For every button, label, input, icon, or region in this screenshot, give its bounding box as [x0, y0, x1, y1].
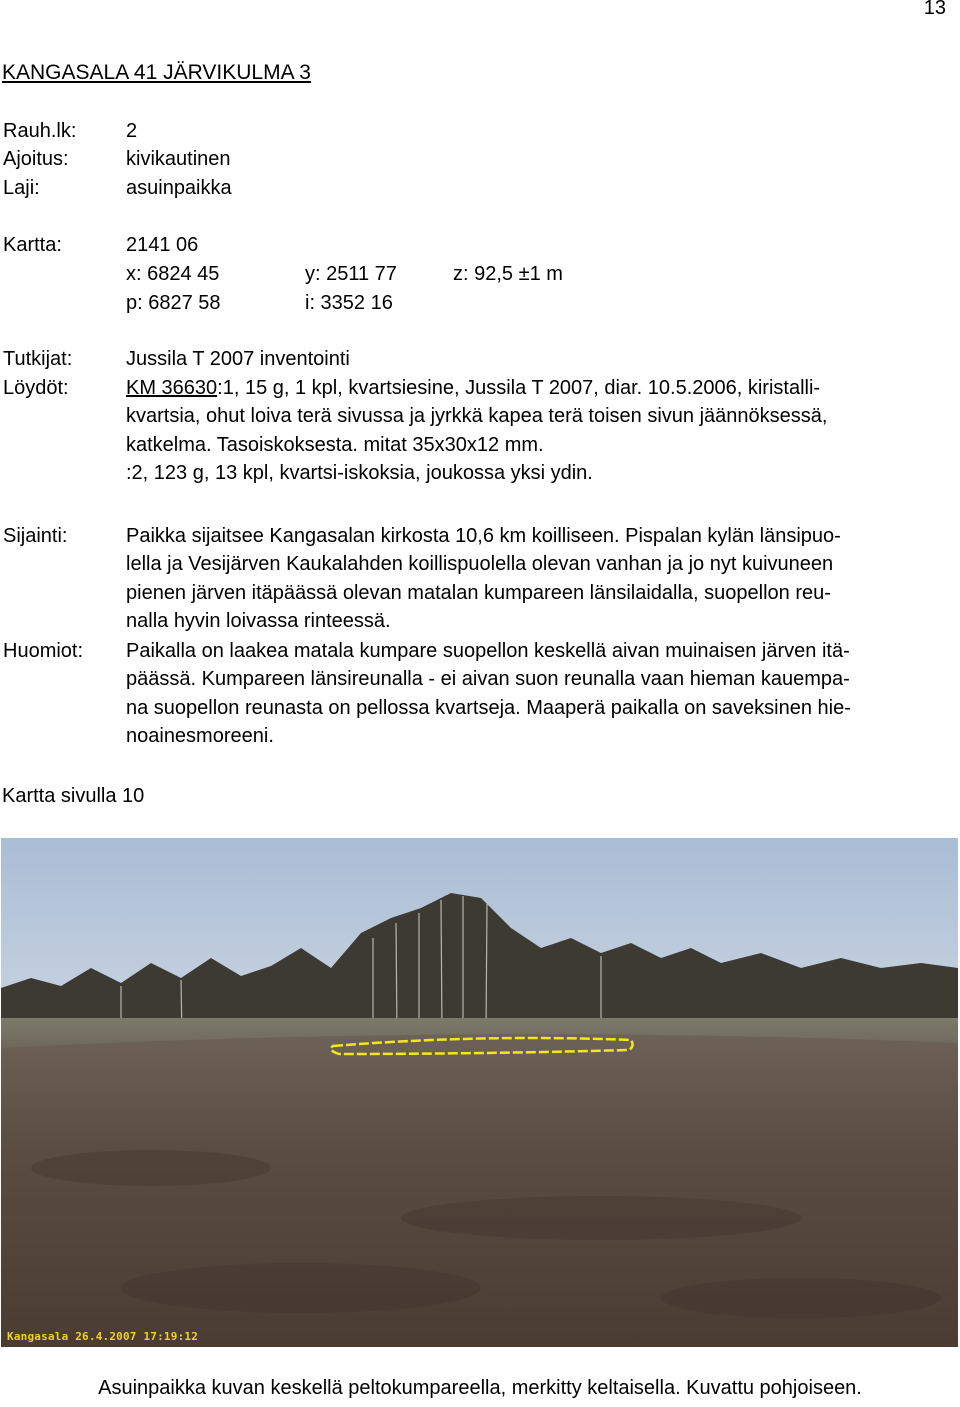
sijainti-line: nalla hyvin loivassa rinteessä.	[126, 610, 391, 633]
photo-caption: Asuinpaikka kuvan keskellä peltokumpareella, merkitty keltaisella. Kuvattu pohjoiseen.	[98, 1377, 862, 1399]
huomiot-line: Paikalla on laakea matala kumpare suopellon keskellä aivan muinaisen järven itä-	[126, 640, 850, 662]
sijainti-line: lella ja Vesijärven Kaukalahden koillispuolella olevan vanhan ja jo nyt kuivuneen	[126, 553, 834, 576]
sijainti-line: Paikka sijaitsee Kangasalan kirkosta 10,6 km koilliseen. Pispalan kylän länsipuo-	[126, 525, 841, 547]
photo-timestamp: Kangasala 26.4.2007 17:19:12	[7, 1330, 199, 1343]
loydot-line: kvartsia, ohut loiva terä sivussa ja jyrkkä kapea terä toisen sivun jäännöksessä,	[126, 405, 828, 428]
p-coordinate: p: 6827 58	[126, 292, 221, 314]
sijainti-line: pienen järven itäpäässä olevan matalan kumpareen länsilaidalla, suopellon reu-	[126, 581, 831, 604]
page-title: KANGASALA 41 JÄRVIKULMA 3	[2, 61, 311, 84]
landscape-image	[1, 838, 958, 1347]
rauh-label: Rauh.lk:	[3, 120, 77, 142]
x-coordinate: x: 6824 45	[126, 263, 220, 285]
laji-label: Laji:	[3, 177, 40, 199]
site-photo	[1, 838, 958, 1347]
kartta-value: 2141 06	[126, 234, 199, 256]
ajoitus-label: Ajoitus:	[3, 148, 69, 170]
huomiot-label: Huomiot:	[3, 640, 84, 662]
map-reference: Kartta sivulla 10	[2, 785, 145, 807]
loydot-line: KM 36630:1, 15 g, 1 kpl, kvartsiesine, Jussila T 2007, diar. 10.5.2006, kiristalli-	[126, 377, 821, 399]
kartta-label: Kartta:	[3, 234, 62, 256]
i-coordinate: i: 3352 16	[305, 292, 393, 314]
huomiot-line: na suopellon reunasta on pellossa kvartseja. Maaperä paikalla on saveksinen hie-	[126, 696, 851, 719]
sijainti-text	[126, 522, 931, 636]
ajoitus-value: kivikautinen	[126, 148, 231, 170]
loydot-text	[126, 374, 931, 488]
loydot-label: Löydöt:	[3, 377, 69, 399]
km-number: KM 36630	[126, 377, 218, 399]
sijainti-label: Sijainti:	[3, 525, 68, 547]
laji-value: asuinpaikka	[126, 177, 232, 199]
y-coordinate: y: 2511 77	[305, 263, 397, 285]
loydot-line: :2, 123 g, 13 kpl, kvartsi-iskoksia, joukossa yksi ydin.	[126, 462, 593, 485]
z-coordinate: z: 92,5 ±1 m	[453, 263, 563, 285]
page-number: 13	[923, 0, 946, 19]
tutkijat-label: Tutkijat:	[3, 348, 73, 370]
huomiot-line: noainesmoreeni.	[126, 725, 274, 748]
tutkijat-value: Jussila T 2007 inventointi	[126, 348, 350, 370]
loydot-line: katkelma. Tasoiskoksesta. mitat 35x30x12 mm.	[126, 433, 544, 456]
rauh-value: 2	[126, 120, 138, 142]
huomiot-line: päässä. Kumpareen länsireunalla - ei aivan suon reunalla vaan hieman kauempa-	[126, 668, 850, 691]
huomiot-text	[126, 637, 931, 751]
